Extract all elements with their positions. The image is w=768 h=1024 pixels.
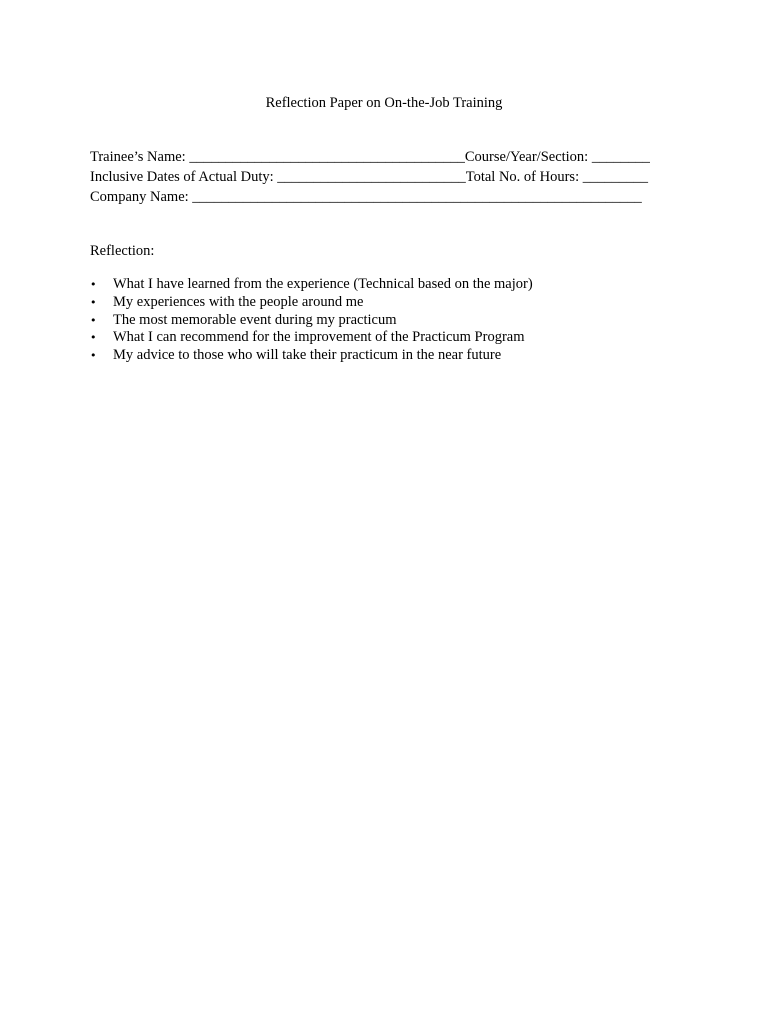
company-name-line: Company Name: ______________________________________________________________ — [90, 189, 642, 205]
trainee-name-course-line: Trainee’s Name: ______________________________________Course/Year/Section: ________ — [90, 149, 650, 165]
reflection-label: Reflection: — [90, 243, 155, 259]
list-item-text: The most memorable event during my practicum — [113, 311, 397, 328]
bullet-icon: • — [90, 278, 97, 291]
document-title: Reflection Paper on On-the-Job Training — [265, 95, 503, 111]
bullet-icon: • — [90, 331, 97, 345]
list-item-text: My experiences with the people around me — [113, 293, 364, 310]
bullet-icon: • — [90, 349, 97, 363]
duty-dates-hours-line: Inclusive Dates of Actual Duty: __________________________Total No. of Hours: _________ — [90, 169, 648, 185]
list-item-text: What I have learned from the experience (Technical based on the major) — [113, 276, 533, 292]
list-item-text: My advice to those who will take their practicum in the near future — [113, 347, 502, 364]
bullet-icon: • — [90, 313, 97, 327]
trainee-info-block — [90, 148, 690, 208]
bullet-icon: • — [90, 295, 97, 309]
list-item-text: What I can recommend for the improvement of the Practicum Program — [113, 329, 525, 346]
